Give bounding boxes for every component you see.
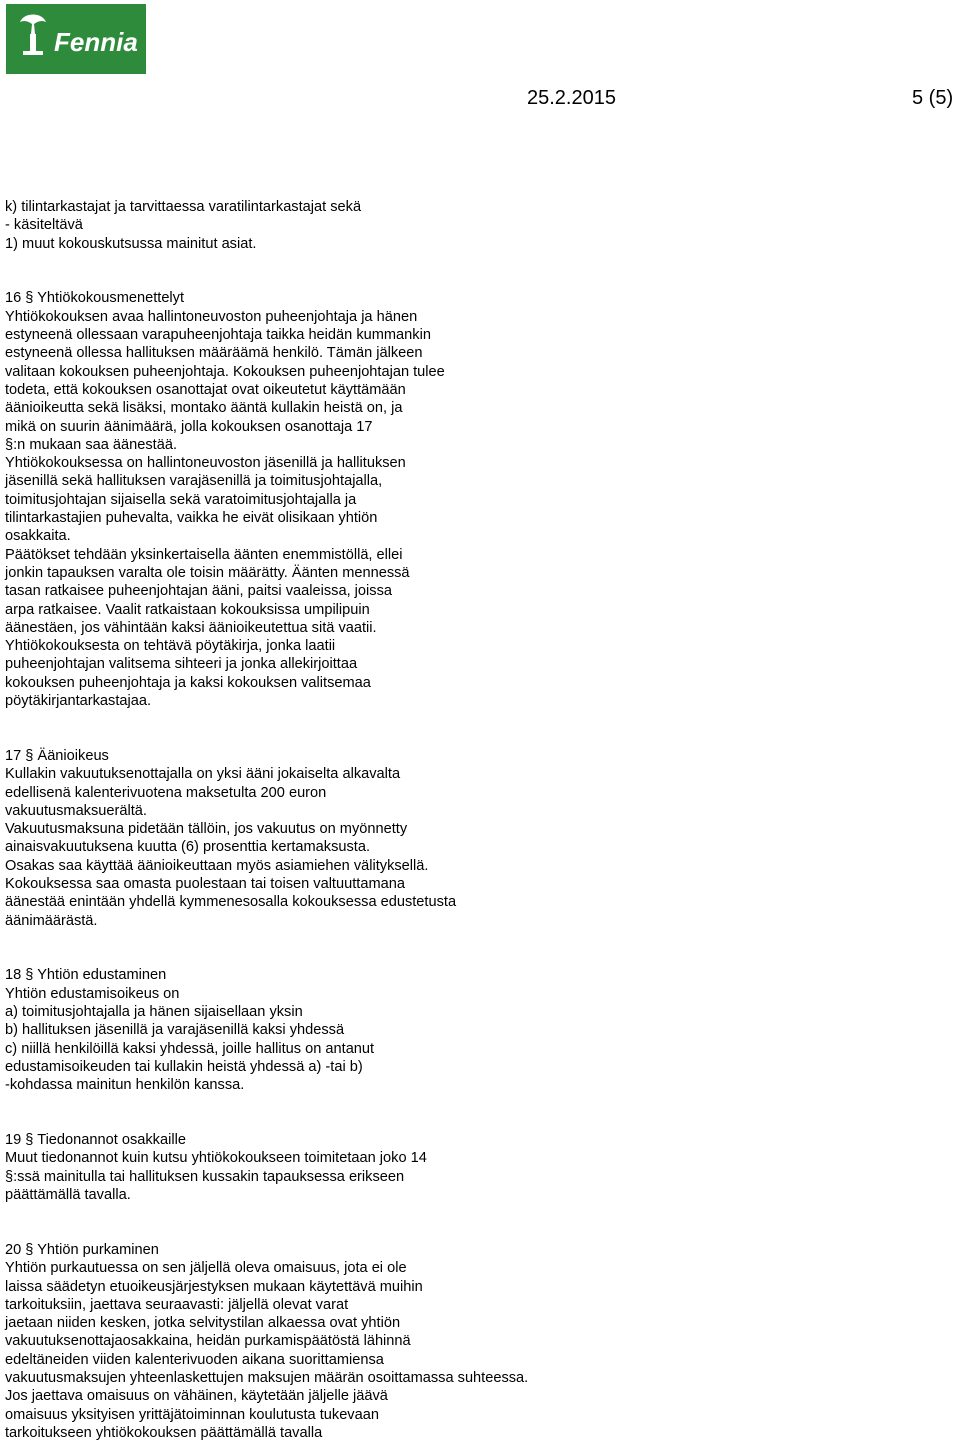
text-line: jaetaan niiden kesken, jotka selvitystilan alkaessa ovat yhtiön	[5, 1315, 401, 1332]
fennia-logo	[6, 4, 146, 74]
text-line: tilintarkastajien puhevalta, vaikka he eivät olisikaan yhtiön	[5, 510, 378, 527]
text-line: jonkin tapauksen varalta ole toisin määrätty. Äänten mennessä	[5, 564, 410, 581]
section-heading: 19 § Tiedonannot osakkaille	[5, 1132, 186, 1149]
text-line: estyneenä ollessa hallituksen määräämä henkilö. Tämän jälkeen	[5, 345, 423, 362]
section-gap	[5, 1095, 505, 1132]
text-line: §:n mukaan saa äänestää.	[5, 436, 178, 453]
text-line: puheenjohtajan valitsema sihteeri ja jonka allekirjoittaa	[5, 656, 358, 673]
text-line: valitaan kokouksen puheenjohtaja. Kokouksen puheenjohtajan tulee	[5, 363, 445, 380]
text-line: c) niillä henkilöillä kaksi yhdessä, joille hallitus on antanut	[5, 1040, 375, 1057]
section-heading: 20 § Yhtiön purkaminen	[5, 1241, 159, 1258]
document-section	[5, 747, 505, 930]
text-line: b) hallituksen jäsenillä ja varajäsenillä kaksi yhdessä	[5, 1022, 345, 1039]
document-section	[5, 1241, 529, 1442]
text-line: Yhtiökokouksesta on tehtävä pöytäkirja, jonka laatii	[5, 638, 336, 655]
section-gap	[5, 930, 505, 967]
text-line: Yhtiön edustamisoikeus on	[5, 985, 180, 1002]
text-line: -kohdassa mainitun henkilön kanssa.	[5, 1077, 245, 1094]
text-line: Päätökset tehdään yksinkertaisella äänten enemmistöllä, ellei	[5, 546, 403, 563]
text-line: tarkoitukseen yhtiökokouksen päättämällä tavalla	[5, 1424, 323, 1441]
text-line: §:ssä mainitulla tai hallituksen kussakin tapauksessa erikseen	[5, 1168, 405, 1185]
text-line: vakuutusmaksuerältä.	[5, 802, 147, 819]
text-line: vakuutuksenottajaosakkaina, heidän purkamispäätöstä lähinnä	[5, 1333, 411, 1350]
section-heading: 16 § Yhtiökokousmenettelyt	[5, 290, 185, 307]
document-date: 25.2.2015	[527, 87, 616, 109]
text-line: Vakuutusmaksuna pidetään tällöin, jos vakuutus on myönnetty	[5, 821, 408, 838]
document-body	[5, 198, 529, 1442]
text-line: Kokouksessa saa omasta puolestaan tai toisen valtuuttamana	[5, 875, 405, 892]
text-line: 1) muut kokouskutsussa mainitut asiat.	[5, 235, 257, 252]
section-gap	[5, 253, 505, 290]
text-line: todeta, että kokouksen osanottajat ovat oikeutetut käyttämään	[5, 381, 406, 398]
text-line: Kullakin vakuutuksenottajalla on yksi ääni jokaiselta alkavalta	[5, 766, 401, 783]
text-line: osakkaita.	[5, 528, 71, 545]
text-line: Yhtiökokouksen avaa hallintoneuvoston puheenjohtaja ja hänen	[5, 308, 418, 325]
text-line: Yhtiön purkautuessa on sen jäljellä oleva omaisuus, jota ei ole	[5, 1260, 407, 1277]
text-line: Muut tiedonannot kuin kutsu yhtiökokoukseen toimitetaan joko 14	[5, 1150, 427, 1167]
text-line: Yhtiökokouksessa on hallintoneuvoston jäsenillä ja hallituksen	[5, 455, 406, 472]
text-line: omaisuus yksityisen yrittäjätoiminnan koulutusta tukevaan	[5, 1406, 379, 1423]
text-line: äänestäen, jos vähintään kaksi äänioikeutettua sitä vaatii.	[5, 619, 377, 636]
text-line: estyneenä ollessaan varapuheenjohtaja taikka heidän kummankin	[5, 327, 431, 344]
text-line: - käsiteltävä	[5, 217, 83, 234]
text-line: äänioikeutta sekä lisäksi, montako ääntä kullakin heistä on, ja	[5, 400, 403, 417]
text-line: arpa ratkaisee. Vaalit ratkaistaan kokouksissa umpilipuin	[5, 601, 370, 618]
logo-wordmark: Fennia	[54, 27, 138, 57]
text-line: laissa säädetyn etuoikeusjärjestyksen mukaan käytettävä muihin	[5, 1278, 423, 1295]
text-line: äänestää enintään yhdellä kymmenesosalla kokouksessa edustetusta	[5, 894, 457, 911]
text-line: pöytäkirjantarkastajaa.	[5, 693, 152, 710]
text-line: a) toimitusjohtajalla ja hänen sijaisellaan yksin	[5, 1004, 303, 1021]
text-line: Osakas saa käyttää äänioikeuttaan myös asiamiehen välityksellä.	[5, 857, 429, 874]
section-heading: 17 § Äänioikeus	[5, 747, 109, 764]
text-line: vakuutusmaksujen yhteenlaskettujen maksujen määrän osoittamassa suhteessa.	[5, 1370, 529, 1386]
fennia-logo-icon	[6, 4, 146, 74]
document-section	[5, 1131, 505, 1204]
text-line: edellisenä kalenterivuotena maksetulta 200 euron	[5, 784, 327, 801]
text-line: päättämällä tavalla.	[5, 1187, 131, 1204]
text-line: edeltäneiden viiden kalenterivuoden aikana suorittamiensa	[5, 1351, 384, 1368]
section-gap	[5, 1204, 505, 1241]
document-section	[5, 966, 505, 1094]
text-line: äänimäärästä.	[5, 912, 98, 929]
section-heading: 18 § Yhtiön edustaminen	[5, 967, 167, 984]
text-line: Jos jaettava omaisuus on vähäinen, käytetään jäljelle jäävä	[5, 1388, 388, 1405]
text-line: tarkoituksiin, jaettava seuraavasti: jäljellä olevat varat	[5, 1296, 349, 1313]
section-gap	[5, 710, 505, 747]
text-line: kokouksen puheenjohtaja ja kaksi kokouksen valitsemaa	[5, 674, 371, 691]
text-line: mikä on suurin äänimäärä, jolla kokouksen osanottaja 17	[5, 418, 373, 435]
text-line: k) tilintarkastajat ja tarvittaessa varatilintarkastajat sekä	[5, 199, 362, 215]
text-line: jäsenillä sekä hallituksen varajäsenillä ja toimitusjohtajalla,	[5, 473, 383, 490]
text-line: edustamisoikeuden tai kullakin heistä yhdessä a) -tai b)	[5, 1058, 363, 1075]
text-line: toimitusjohtajan sijaisella sekä varatoimitusjohtajalla ja	[5, 491, 357, 508]
document-section	[5, 198, 505, 253]
page-number: 5 (5)	[912, 87, 954, 109]
document-section	[5, 289, 505, 710]
text-line: ainaisvakuutuksena kuutta (6) prosenttia kertamaksusta.	[5, 839, 371, 856]
text-line: tasan ratkaisee puheenjohtajan ääni, paitsi vaaleissa, joissa	[5, 583, 392, 600]
